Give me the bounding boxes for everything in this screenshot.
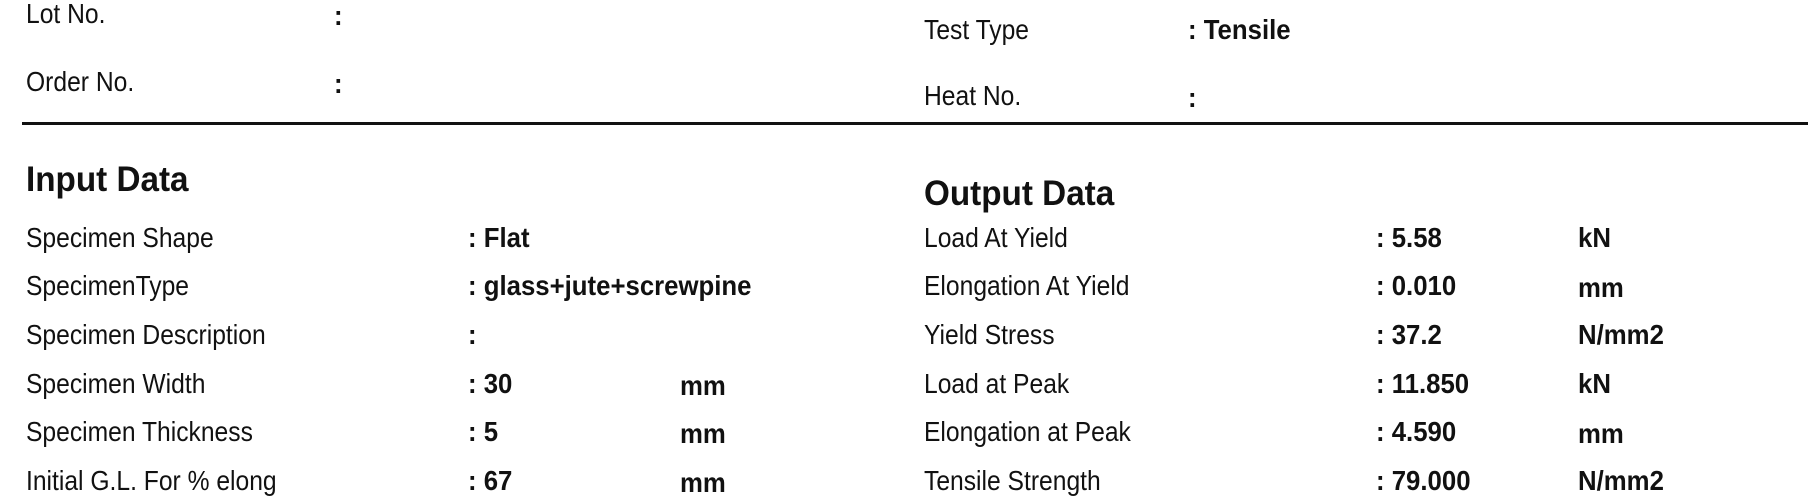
input-row-label: Specimen Width — [26, 368, 206, 399]
input-row-value: : 5 — [468, 416, 499, 447]
order-no-value: : — [334, 68, 343, 99]
input-row-label: Specimen Description — [26, 319, 266, 350]
input-row-label: Initial G.L. For % elong — [26, 465, 277, 496]
input-row-value: : 30 — [468, 368, 513, 399]
output-row-label: Load At Yield — [924, 222, 1068, 253]
output-row-label: Elongation at Peak — [924, 416, 1131, 447]
output-row-value: : 79.000 — [1376, 465, 1471, 496]
output-row-label: Elongation At Yield — [924, 270, 1130, 301]
order-no-label: Order No. — [26, 66, 135, 97]
input-row-value: : glass+jute+screwpine — [468, 270, 752, 301]
heat-no-label: Heat No. — [924, 80, 1022, 111]
output-row-unit: kN — [1578, 222, 1611, 253]
input-row-unit: mm — [680, 370, 726, 401]
input-row-label: Specimen Thickness — [26, 416, 253, 447]
output-row-value: : 37.2 — [1376, 319, 1442, 350]
input-row-label: SpecimenType — [26, 270, 189, 301]
output-row-unit: mm — [1578, 272, 1624, 303]
header-divider — [22, 122, 1808, 125]
input-row-unit: mm — [680, 418, 726, 449]
output-row-value: : 5.58 — [1376, 222, 1442, 253]
output-row-label: Tensile Strength — [924, 465, 1101, 496]
lot-no-label: Lot No. — [26, 0, 106, 29]
input-row-value: : Flat — [468, 222, 530, 253]
input-row-unit: mm — [680, 467, 726, 498]
output-row-label: Load at Peak — [924, 368, 1070, 399]
output-row-unit: N/mm2 — [1578, 465, 1664, 496]
output-data-title: Output Data — [924, 174, 1115, 213]
output-row-unit: mm — [1578, 418, 1624, 449]
input-data-title: Input Data — [26, 160, 189, 199]
input-row-value: : 67 — [468, 465, 513, 496]
heat-no-value: : — [1188, 82, 1197, 113]
input-row-value: : — [468, 319, 477, 350]
output-row-unit: kN — [1578, 368, 1611, 399]
input-row-label: Specimen Shape — [26, 222, 214, 253]
output-row-unit: N/mm2 — [1578, 319, 1664, 350]
test-type-value: : Tensile — [1188, 14, 1291, 45]
lot-no-value: : — [334, 0, 343, 31]
output-row-value: : 11.850 — [1376, 368, 1470, 399]
output-row-label: Yield Stress — [924, 319, 1055, 350]
test-type-label: Test Type — [924, 14, 1030, 45]
output-row-value: : 0.010 — [1376, 270, 1457, 301]
output-row-value: : 4.590 — [1376, 416, 1457, 447]
